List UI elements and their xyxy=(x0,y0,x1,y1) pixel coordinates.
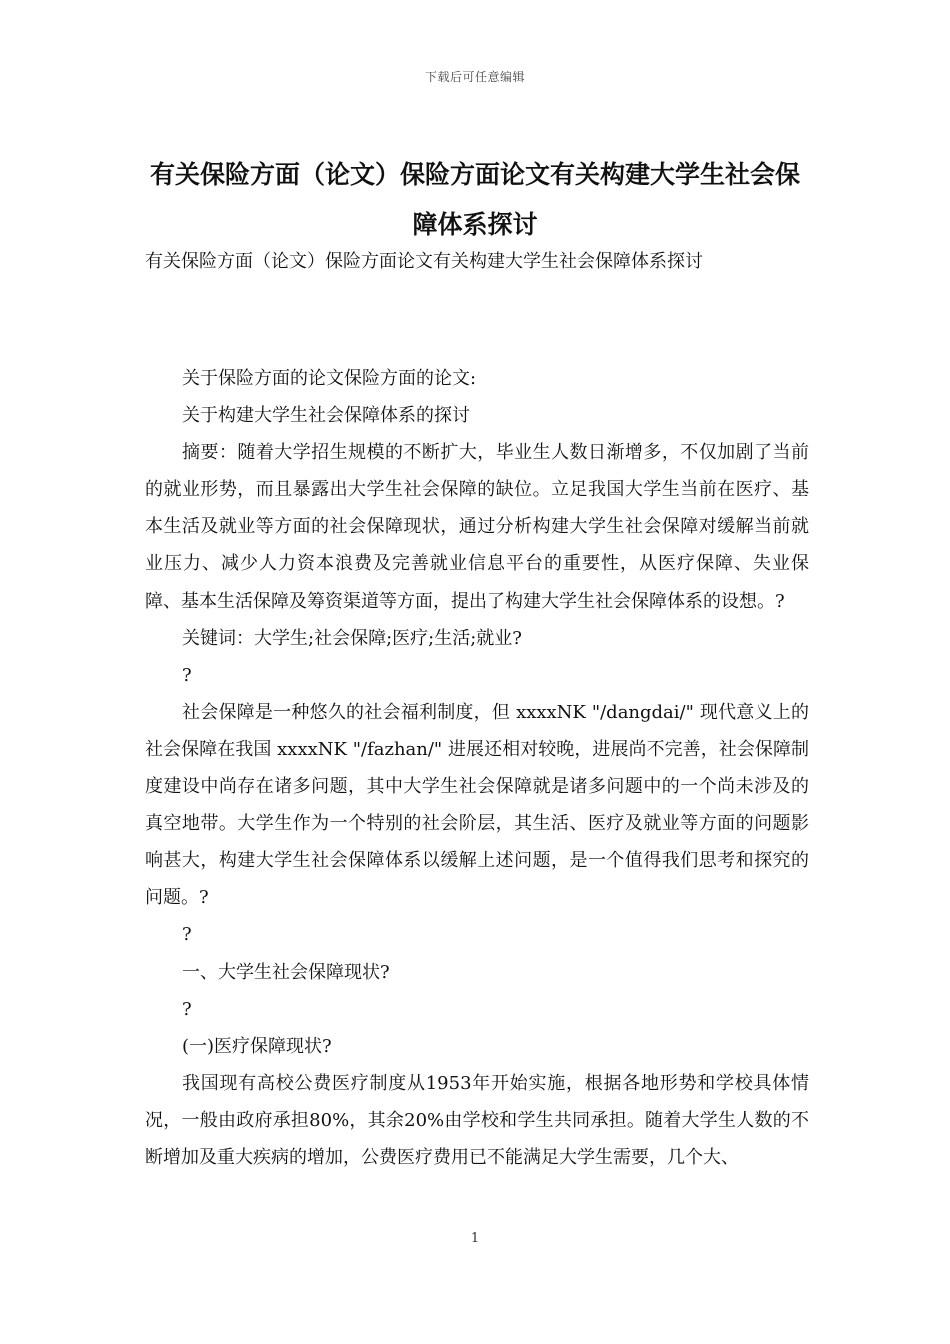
page-header: 下载后可任意编辑 xyxy=(424,70,525,84)
paragraph: 关于保险方面的论文保险方面的论文: xyxy=(182,368,477,389)
page-number: 1 xyxy=(470,1231,480,1246)
abstract-paragraph: 摘要：随着大学招生规模的不断扩大，毕业生人数日渐增多，不仅加剧了当前的就业形势，而且暴露出大学生社会保障的缺位。立足我国大学生当前在医疗、基本生活及就业等方面的社会保障现状，通过分析构建大学生社会保障对缓解当前就业压力、减少人力资本浪费及完善就业信息平台的重要性，从医疗保障、失业保障、基本生活保障及筹资渠道等方面，提出了构建大学生社会保障体系的设想。? xyxy=(145,442,809,612)
keywords-paragraph: 关键词：大学生;社会保障;医疗;生活;就业? xyxy=(182,627,522,649)
paragraph: ? xyxy=(182,664,192,686)
document-subtitle: 有关保险方面（论文）保险方面论文有关构建大学生社会保障体系探讨 xyxy=(145,251,703,272)
paragraph: 我国现有高校公费医疗制度从1953年开始实施，根据各地形势和学校具体情况，一般由政府承担80%，其余20%由学校和学生共同承担。随着大学生人数的不断增加及重大疾病的增加，公费医疗费用已不能满足大学生需要，几个大、 xyxy=(145,1072,809,1168)
document-title: 有关保险方面（论文）保险方面论文有关构建大学生社会保障体系探讨 xyxy=(149,160,800,239)
section-heading: 一、大学生社会保障现状? xyxy=(182,961,390,983)
paragraph: ? xyxy=(182,998,192,1020)
paragraph: ? xyxy=(182,924,192,946)
document-body xyxy=(145,360,809,1176)
paragraph: 关于构建大学生社会保障体系的探讨 xyxy=(182,405,470,427)
paragraph: 社会保障是一种悠久的社会福利制度，但 xxxxNK "/dangdai/" 现代意义上的社会保障在我国 xxxxNK "/fazhan/" 进展还相对较晚，进展尚不完善，社会保障制度建设中尚存在诸多问题，其中大学生社会保障就是诸多问题中的一个尚未涉及的真空地带。大学生作为一个特别的社会阶层，其生活、医疗及就业等方面的问题影响甚大，构建大学生社会保障体系以缓解上述问题，是一个值得我们思考和探究的问题。? xyxy=(145,701,809,909)
subsection-heading: (一)医疗保障现状? xyxy=(182,1035,332,1057)
